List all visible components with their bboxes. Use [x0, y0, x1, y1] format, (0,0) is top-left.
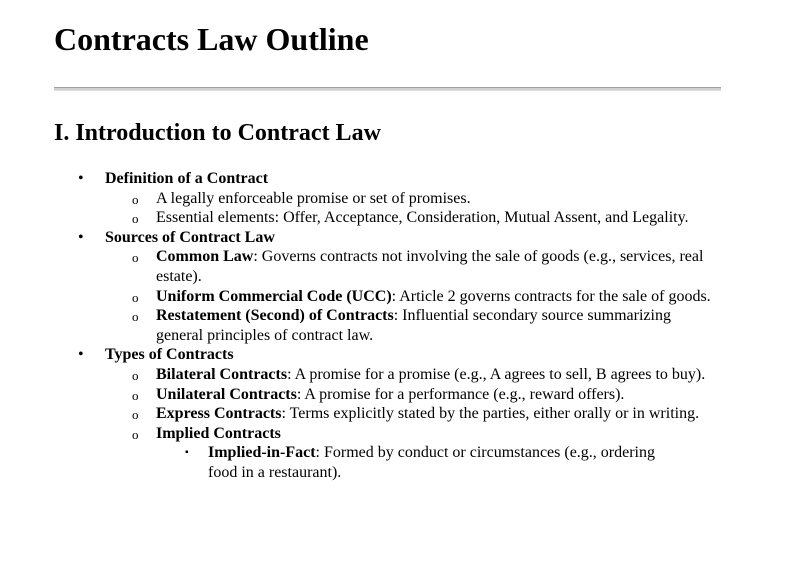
item-label: Definition of a Contract: [105, 170, 269, 187]
bullet-circle-icon: o: [132, 250, 139, 266]
bullet-circle-icon: o: [132, 211, 139, 227]
bullet-disc-icon: •: [78, 228, 84, 246]
list-item: [105, 306, 712, 345]
level1-list: [0, 169, 794, 483]
bullet-circle-icon: o: [132, 367, 139, 383]
item-label: Types of Contracts: [105, 346, 234, 364]
bullet-circle-icon: o: [132, 407, 139, 423]
list-item: [105, 287, 712, 307]
item-text: : Formed by conduct or circumstances (e.g., ordering food in a restaurant).: [208, 444, 655, 481]
level3-list: [156, 443, 712, 482]
item-term: Bilateral Contracts: [156, 365, 288, 383]
bullet-circle-icon: o: [132, 289, 139, 305]
list-item: [105, 385, 712, 405]
item-term: Common Law: [156, 248, 254, 266]
bullet-circle-icon: o: [132, 309, 139, 325]
level2-list: [105, 189, 721, 228]
list-item: [156, 443, 688, 482]
list-item: [0, 345, 721, 482]
bullet-circle-icon: o: [132, 426, 139, 442]
list-item: [105, 247, 712, 286]
horizontal-rule: [54, 87, 721, 91]
item-label: Sources of Contract Law: [105, 228, 275, 246]
item-text: : A promise for a promise (e.g., A agrees to sell, B agrees to buy).: [287, 365, 706, 383]
section-heading: I. Introduction to Contract Law: [54, 120, 381, 146]
list-item: [105, 365, 712, 385]
item-text: A legally enforceable promise or set of promises.: [156, 189, 471, 207]
bullet-circle-icon: o: [132, 191, 139, 207]
level2-list: [105, 247, 721, 345]
outline-list: [0, 169, 794, 483]
document-title: Contracts Law Outline: [54, 21, 369, 57]
bullet-circle-icon: o: [132, 387, 139, 403]
item-term: Implied-in-Fact: [208, 444, 316, 462]
item-term: Unilateral Contracts: [156, 385, 297, 403]
list-item: [0, 228, 721, 346]
bullet-square-icon: ▪: [185, 447, 189, 459]
list-item: [0, 169, 721, 228]
level2-list: [105, 365, 721, 483]
list-item: [105, 404, 712, 424]
bullet-disc-icon: •: [78, 170, 84, 187]
list-item: [105, 189, 712, 209]
item-text: Essential elements: Offer, Acceptance, Consideration, Mutual Assent, and Legality.: [156, 209, 689, 227]
list-item: [105, 424, 712, 483]
list-item: [105, 208, 712, 228]
item-text: : Terms explicitly stated by the parties, either orally or in writing.: [281, 405, 700, 423]
item-text: : Governs contracts not involving the sale of goods (e.g., services, real estate).: [156, 248, 704, 285]
bullet-disc-icon: •: [78, 346, 84, 364]
item-term: Express Contracts: [156, 405, 282, 423]
item-text: : Article 2 governs contracts for the sale of goods.: [391, 287, 711, 305]
item-term: Restatement (Second) of Contracts: [156, 307, 394, 325]
item-term: Uniform Commercial Code (UCC): [156, 287, 392, 305]
item-term: Implied Contracts: [156, 424, 281, 442]
item-text: : A promise for a performance (e.g., reward offers).: [296, 385, 625, 403]
item-text: : Influential secondary source summarizing general principles of contract law.: [156, 307, 671, 344]
